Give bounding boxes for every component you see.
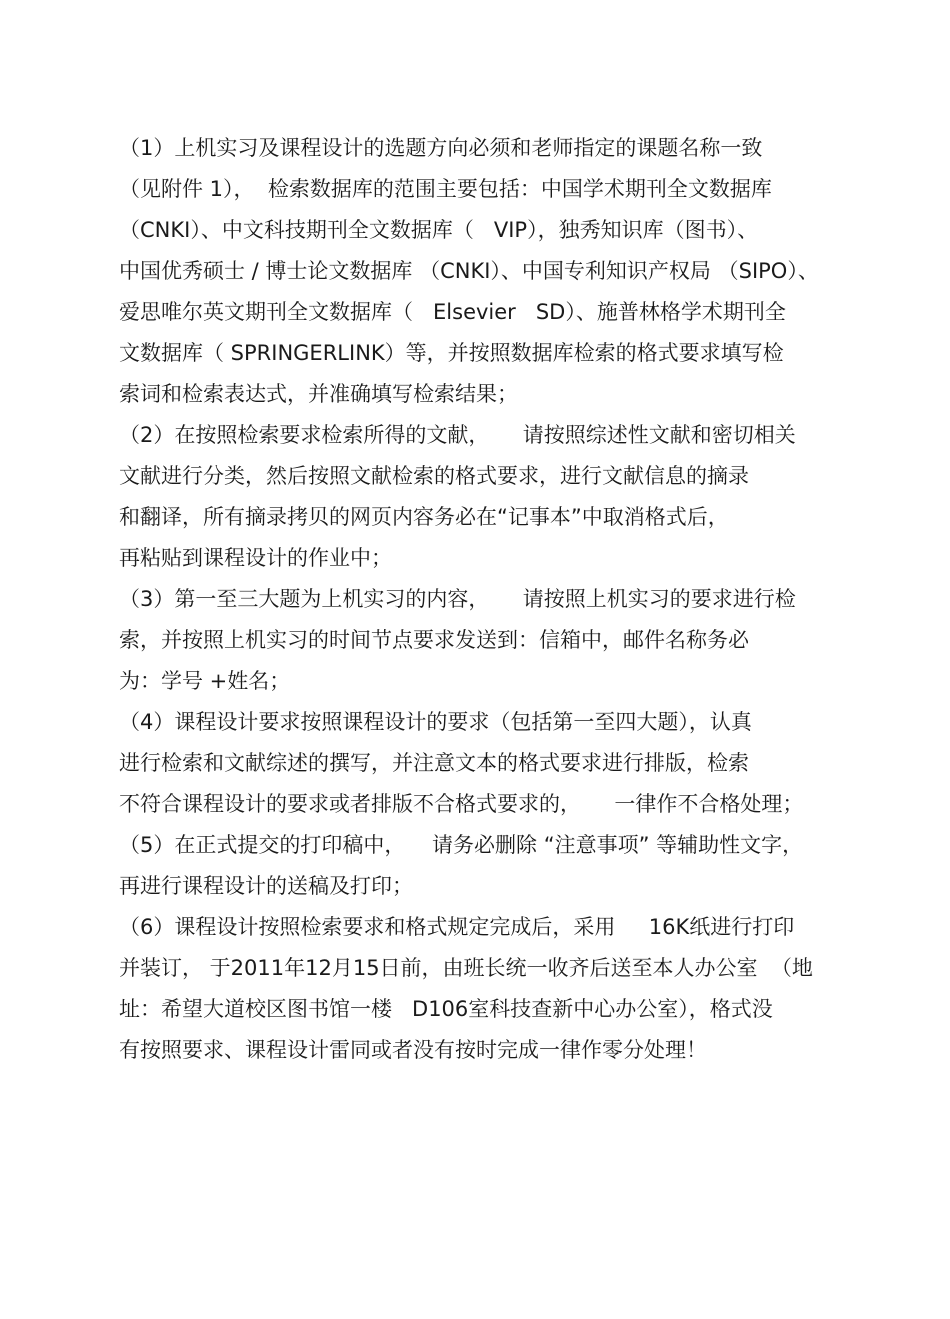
text-line: 索词和检索表达式，并准确填写检索结果； [119,382,518,406]
text-line: 不符合课程设计的要求或者排版不合格式要求的， 一律作不合格处理； [119,792,804,816]
text-line: （3）第一至三大题为上机实习的内容， 请按照上机实习的要求进行检 [119,587,796,611]
text-line: （4）课程设计要求按照课程设计的要求（包括第一至四大题），认真 [119,710,752,734]
text-line: 进行检索和文献综述的撰写，并注意文本的格式要求进行排版，检索 [119,751,749,775]
text-line: 索，并按照上机实习的时间节点要求发送到：信箱中，邮件名称务必 [119,628,749,652]
text-line: 再粘贴到课程设计的作业中； [119,546,392,570]
text-line: 和翻译，所有摘录拷贝的网页内容务必在“记事本”中取消格式后， [119,505,729,529]
text-line: （5）在正式提交的打印稿中， 请务必删除 “注意事项” 等辅助性文字， [119,833,804,857]
text-line: 有按照要求、课程设计雷同或者没有按时完成一律作零分处理！ [119,1038,707,1062]
text-line: 爱思唯尔英文期刊全文数据库（ Elsevier SD）、施普林格学术期刊全 [119,300,786,324]
text-line: （6）课程设计按照检索要求和格式规定完成后，采用 16K纸进行打印 [119,915,795,939]
text-line: 址：希望大道校区图书馆一楼 D106室科技查新中心办公室），格式没 [119,997,773,1021]
text-line: （2）在按照检索要求检索所得的文献， 请按照综述性文献和密切相关 [119,423,796,447]
notes-text-block [119,128,849,1071]
text-line: 文数据库（ SPRINGERLINK）等，并按照数据库检索的格式要求填写检 [119,341,784,365]
text-line: （CNKI）、中文科技期刊全文数据库（ VIP），独秀知识库（图书）、 [119,218,759,242]
text-line: 为：学号 +姓名； [119,669,291,693]
text-line: 中国优秀硕士 / 博士论文数据库 （CNKI）、中国专利知识产权局 （SIPO）、 [119,259,819,283]
text-line: 文献进行分类，然后按照文献检索的格式要求，进行文献信息的摘录 [119,464,749,488]
text-line: 再进行课程设计的送稿及打印； [119,874,413,898]
text-line: 并装订， 于2011年12月15日前，由班长统一收齐后送至本人办公室 （地 [119,956,813,980]
text-line: （见附件 1）， 检索数据库的范围主要包括：中国学术期刊全文数据库 [119,177,772,201]
text-line: （1）上机实习及课程设计的选题方向必须和老师指定的课题名称一致 [119,136,763,160]
